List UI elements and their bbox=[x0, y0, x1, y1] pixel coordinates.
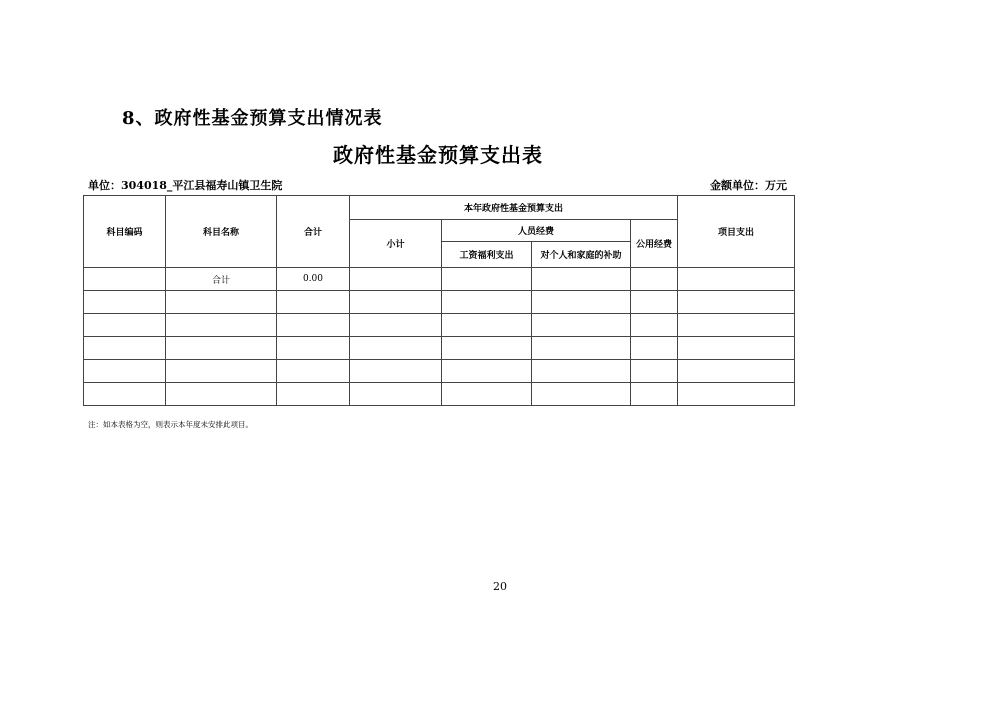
table-row bbox=[84, 360, 795, 383]
table-row bbox=[84, 337, 795, 360]
amount-unit-label: 金额单位：万元 bbox=[710, 179, 787, 192]
page-number: 20 bbox=[493, 580, 507, 593]
table-row-total bbox=[84, 268, 795, 291]
budget-table bbox=[83, 195, 795, 406]
table-cell bbox=[631, 268, 678, 291]
header-subject-code: 科目编码 bbox=[84, 196, 166, 268]
table-row bbox=[84, 383, 795, 406]
table-cell bbox=[678, 268, 795, 291]
table-cell bbox=[532, 268, 631, 291]
header-personal-family: 对个人和家庭的补助 bbox=[532, 242, 631, 268]
total-row-name: 合计 bbox=[166, 268, 277, 291]
footnote: 注：如本表格为空，则表示本年度未安排此项目。 bbox=[88, 420, 253, 429]
header-wages: 工资福利支出 bbox=[442, 242, 532, 268]
section-heading: 8、政府性基金预算支出情况表 bbox=[122, 108, 383, 129]
header-personnel: 人员经费 bbox=[442, 220, 631, 242]
table-row bbox=[84, 291, 795, 314]
table-row bbox=[84, 314, 795, 337]
header-subject-name: 科目名称 bbox=[166, 196, 277, 268]
header-group: 本年政府性基金预算支出 bbox=[350, 196, 678, 220]
header-public-use: 公用经费 bbox=[631, 220, 678, 268]
table-cell bbox=[350, 268, 442, 291]
table-cell bbox=[84, 268, 166, 291]
table-title: 政府性基金预算支出表 bbox=[333, 143, 543, 167]
header-project: 项目支出 bbox=[678, 196, 795, 268]
header-total: 合计 bbox=[277, 196, 350, 268]
header-subtotal: 小计 bbox=[350, 220, 442, 268]
table-cell bbox=[442, 268, 532, 291]
total-row-value: 0.00 bbox=[277, 268, 350, 291]
unit-label: 单位：304018_平江县福寿山镇卫生院 bbox=[88, 179, 283, 192]
